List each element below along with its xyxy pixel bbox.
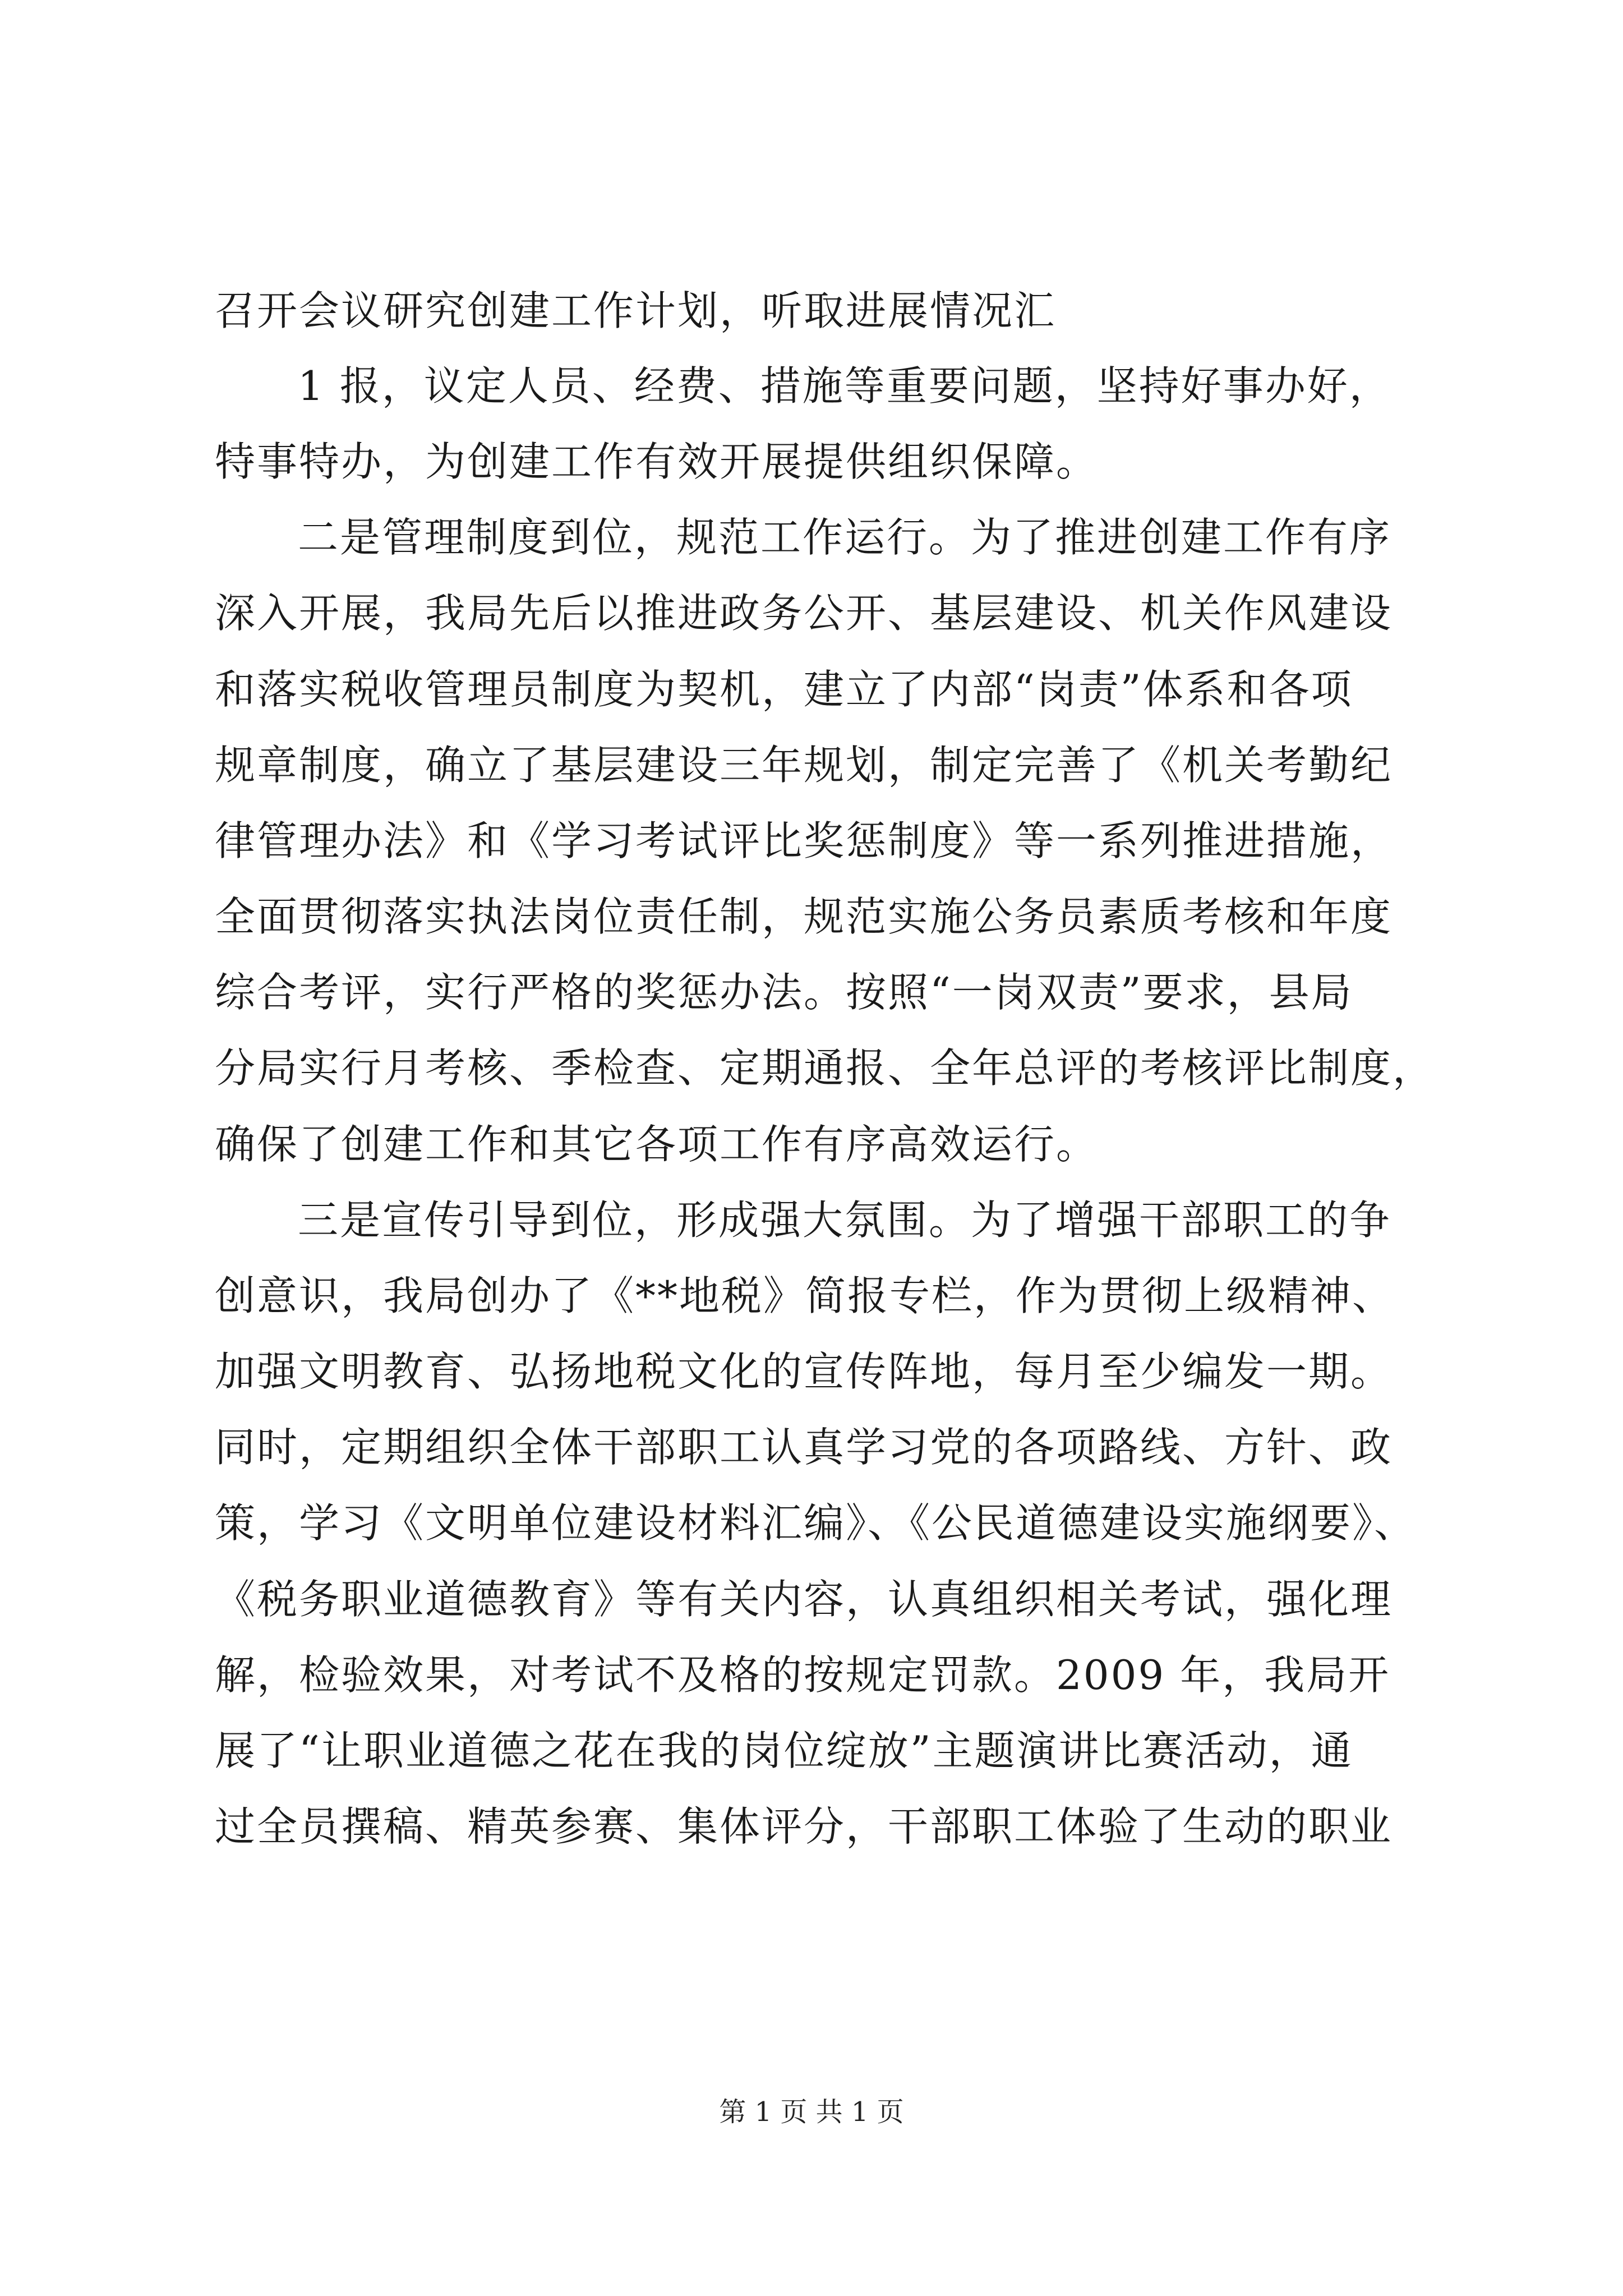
paragraph-line: 特事特办，为创建工作有效开展提供组织保障。 xyxy=(215,438,1099,485)
page-footer: 第 1 页 共 1 页 xyxy=(719,2096,904,2128)
paragraph-line: 1 报，议定人员、经费、措施等重要问题，坚持好事办好， xyxy=(298,362,1391,409)
paragraph-line: 和落实税收管理员制度为契机，建立了内部“岗责”体系和各项 xyxy=(215,666,1353,713)
paragraph-line: 确保了创建工作和其它各项工作有序高效运行。 xyxy=(215,1121,1099,1168)
paragraph-line: 解，检验效果，对考试不及格的按规定罚款。2009 年，我局开 xyxy=(215,1651,1391,1699)
paragraph-line: 律管理办法》和《学习考试评比奖惩制度》等一系列推进措施， xyxy=(215,817,1393,864)
paragraph-line: 深入开展，我局先后以推进政务公开、基层建设、机关作风建设 xyxy=(215,590,1393,637)
paragraph-line: 创意识，我局创办了《**地税》简报专栏，作为贯彻上级精神、 xyxy=(215,1272,1395,1319)
paragraph-line: 同时，定期组织全体干部职工认真学习党的各项路线、方针、政 xyxy=(215,1424,1393,1471)
paragraph-line: 全面贯彻落实执法岗位责任制，规范实施公务员素质考核和年度 xyxy=(215,893,1393,940)
paragraph-line: 策，学习《文明单位建设材料汇编》、《公民道德建设实施纲要》、 xyxy=(215,1499,1417,1547)
paragraph-line: 加强文明教育、弘扬地税文化的宣传阵地，每月至少编发一期。 xyxy=(215,1348,1393,1395)
paragraph-line: 分局实行月考核、季检查、定期通报、全年总评的考核评比制度， xyxy=(215,1045,1435,1092)
paragraph-line: 规章制度，确立了基层建设三年规划，制定完善了《机关考勤纪 xyxy=(215,742,1393,789)
paragraph-line: 二是管理制度到位，规范工作运行。为了推进创建工作有序 xyxy=(298,514,1392,561)
paragraph-line: 三是宣传引导到位，形成强大氛围。为了增强干部职工的争 xyxy=(298,1197,1392,1244)
paragraph-line: 综合考评，实行严格的奖惩办法。按照“一岗双责”要求，县局 xyxy=(215,969,1353,1016)
paragraph-line: 展了“让职业道德之花在我的岗位绽放”主题演讲比赛活动，通 xyxy=(215,1727,1353,1774)
paragraph-line: 《税务职业道德教育》等有关内容，认真组织相关考试，强化理 xyxy=(215,1576,1393,1623)
paragraph-line: 召开会议研究创建工作计划，听取进展情况汇 xyxy=(215,287,1057,334)
paragraph-line: 过全员撰稿、精英参赛、集体评分，干部职工体验了生动的职业 xyxy=(215,1803,1393,1850)
